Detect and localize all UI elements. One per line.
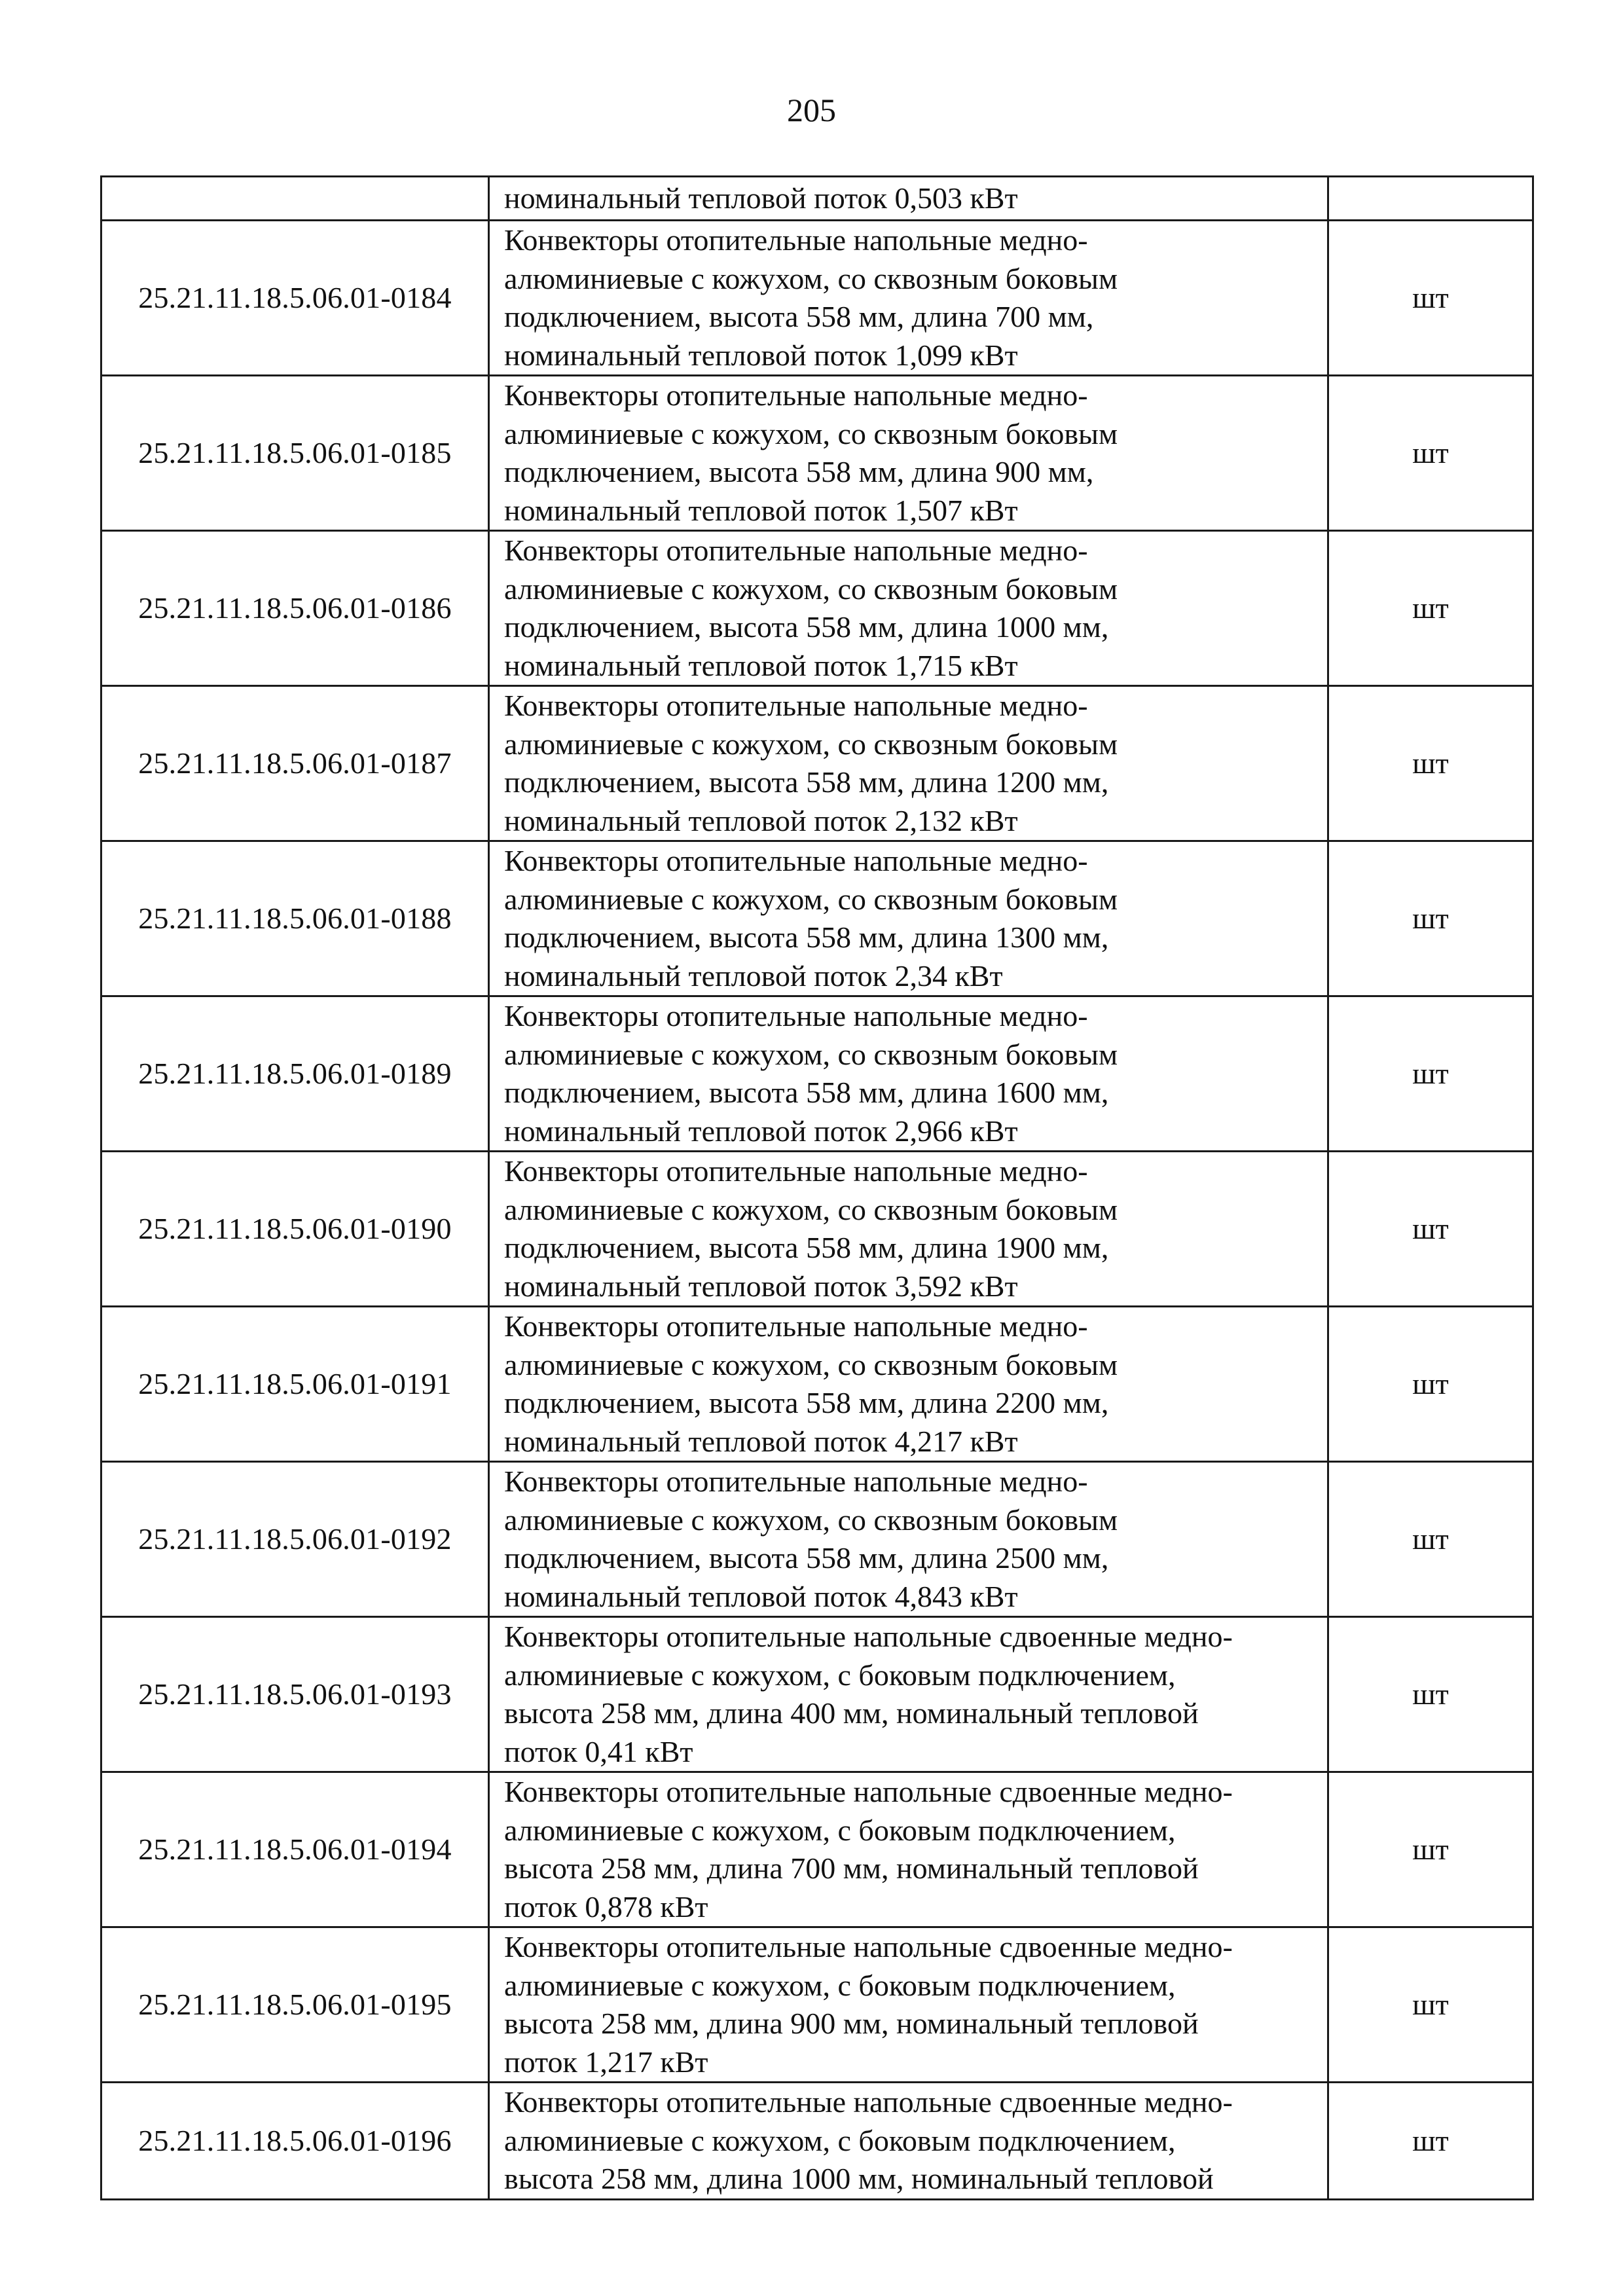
description-line: алюминиевые с кожухом, со сквозным боковым: [504, 1503, 1118, 1537]
description-line: алюминиевые с кожухом, со сквозным боковым: [504, 261, 1118, 295]
description-line: подключением, высота 558 мм, длина 1300 мм,: [504, 920, 1109, 954]
resource-code: 25.21.11.18.5.06.01-0189: [101, 996, 489, 1152]
description-line: Конвекторы отопительные напольные медно-: [504, 1465, 1088, 1498]
description-line: номинальный тепловой поток 2,34 кВт: [504, 958, 1003, 993]
unit-of-measure: шт: [1328, 996, 1533, 1152]
resource-description: [489, 841, 1328, 996]
table-row: [101, 1772, 1533, 1927]
unit-of-measure: шт: [1328, 1927, 1533, 2083]
unit-of-measure: шт: [1328, 531, 1533, 686]
description-line: Конвекторы отопительные напольные сдвоенные медно-: [504, 1620, 1233, 1653]
description-line: Конвекторы отопительные напольные медно-: [504, 999, 1088, 1032]
description-line: номинальный тепловой поток 1,099 кВт: [504, 338, 1018, 372]
description-line: подключением, высота 558 мм, длина 1000 мм,: [504, 610, 1109, 644]
description-line: алюминиевые с кожухом, со сквозным боковым: [504, 882, 1118, 916]
resource-code: 25.21.11.18.5.06.01-0194: [101, 1772, 489, 1927]
description-line: подключением, высота 558 мм, длина 2200 мм,: [504, 1386, 1109, 1419]
resource-description: [489, 177, 1328, 221]
description-line: Конвекторы отопительные напольные медно-: [504, 1154, 1088, 1188]
resource-code: 25.21.11.18.5.06.01-0196: [101, 2083, 489, 2200]
unit-of-measure: шт: [1328, 2083, 1533, 2200]
table-row: [101, 1307, 1533, 1462]
description-line: номинальный тепловой поток 3,592 кВт: [504, 1269, 1018, 1303]
resource-code: 25.21.11.18.5.06.01-0195: [101, 1927, 489, 2083]
description-line: поток 1,217 кВт: [504, 2045, 708, 2079]
resource-code: 25.21.11.18.5.06.01-0185: [101, 376, 489, 531]
description-line: алюминиевые с кожухом, со сквозным боковым: [504, 416, 1118, 450]
resource-code: 25.21.11.18.5.06.01-0186: [101, 531, 489, 686]
unit-of-measure: шт: [1328, 1307, 1533, 1462]
description-line: поток 0,878 кВт: [504, 1889, 708, 1923]
unit-of-measure: шт: [1328, 1152, 1533, 1307]
table-row: [101, 1617, 1533, 1772]
description-line: алюминиевые с кожухом, с боковым подключением,: [504, 1968, 1176, 2002]
resource-description: [489, 1307, 1328, 1462]
resource-table: [100, 175, 1534, 2200]
table-row: [101, 996, 1533, 1152]
description-line: номинальный тепловой поток 2,132 кВт: [504, 803, 1018, 837]
table-row: [101, 376, 1533, 531]
description-line: Конвекторы отопительные напольные медно-: [504, 534, 1088, 567]
description-line: поток 0,41 кВт: [504, 1734, 693, 1768]
table-row-continuation: [101, 177, 1533, 221]
table-row: [101, 686, 1533, 841]
unit-of-measure: шт: [1328, 686, 1533, 841]
description-line: подключением, высота 558 мм, длина 900 мм,: [504, 455, 1094, 488]
description-line: высота 258 мм, длина 1000 мм, номинальный тепловой: [504, 2162, 1214, 2195]
description-line: Конвекторы отопительные напольные медно-: [504, 223, 1088, 257]
resource-description: [489, 686, 1328, 841]
resource-code: 25.21.11.18.5.06.01-0187: [101, 686, 489, 841]
resource-description: [489, 221, 1328, 376]
description-line: номинальный тепловой поток 0,503 кВт: [504, 181, 1018, 215]
table-row: [101, 1927, 1533, 2083]
unit-of-measure: шт: [1328, 221, 1533, 376]
description-line: Конвекторы отопительные напольные сдвоенные медно-: [504, 1775, 1233, 1808]
resource-description: [489, 1152, 1328, 1307]
description-line: Конвекторы отопительные напольные сдвоенные медно-: [504, 2085, 1233, 2119]
table-row: [101, 221, 1533, 376]
description-line: номинальный тепловой поток 2,966 кВт: [504, 1114, 1018, 1148]
description-line: подключением, высота 558 мм, длина 700 мм,: [504, 300, 1094, 333]
resource-code: 25.21.11.18.5.06.01-0192: [101, 1462, 489, 1617]
table-row: [101, 531, 1533, 686]
description-line: алюминиевые с кожухом, со сквозным боковым: [504, 572, 1118, 606]
description-line: алюминиевые с кожухом, с боковым подключением,: [504, 2123, 1176, 2157]
description-line: алюминиевые с кожухом, с боковым подключением,: [504, 1813, 1176, 1847]
description-line: высота 258 мм, длина 400 мм, номинальный тепловой: [504, 1696, 1199, 1730]
description-line: номинальный тепловой поток 1,715 кВт: [504, 648, 1018, 682]
description-line: алюминиевые с кожухом, со сквозным боковым: [504, 1192, 1118, 1226]
resource-code: 25.21.11.18.5.06.01-0184: [101, 221, 489, 376]
resource-description: [489, 996, 1328, 1152]
resource-description: [489, 1462, 1328, 1617]
resource-description: [489, 376, 1328, 531]
unit-of-measure: шт: [1328, 1462, 1533, 1617]
description-line: номинальный тепловой поток 4,843 кВт: [504, 1579, 1018, 1613]
unit-of-measure: шт: [1328, 1617, 1533, 1772]
unit-of-measure: [1328, 177, 1533, 221]
description-line: алюминиевые с кожухом, со сквозным боковым: [504, 1347, 1118, 1381]
unit-of-measure: шт: [1328, 376, 1533, 531]
description-line: номинальный тепловой поток 1,507 кВт: [504, 493, 1018, 527]
table-row: [101, 841, 1533, 996]
description-line: алюминиевые с кожухом, со сквозным боковым: [504, 727, 1118, 761]
page-number: 205: [787, 92, 836, 128]
description-line: Конвекторы отопительные напольные медно-: [504, 378, 1088, 412]
unit-of-measure: шт: [1328, 841, 1533, 996]
resource-code: 25.21.11.18.5.06.01-0191: [101, 1307, 489, 1462]
unit-of-measure: шт: [1328, 1772, 1533, 1927]
description-line: Конвекторы отопительные напольные сдвоенные медно-: [504, 1930, 1233, 1963]
description-line: подключением, высота 558 мм, длина 1600 мм,: [504, 1076, 1109, 1109]
description-line: Конвекторы отопительные напольные медно-: [504, 689, 1088, 722]
description-line: подключением, высота 558 мм, длина 1900 мм,: [504, 1231, 1109, 1264]
resource-description: [489, 1617, 1328, 1772]
resource-code: 25.21.11.18.5.06.01-0190: [101, 1152, 489, 1307]
description-line: алюминиевые с кожухом, со сквозным боковым: [504, 1037, 1118, 1071]
resource-code: 25.21.11.18.5.06.01-0188: [101, 841, 489, 996]
description-line: алюминиевые с кожухом, с боковым подключением,: [504, 1658, 1176, 1692]
table-row: [101, 1462, 1533, 1617]
description-line: высота 258 мм, длина 900 мм, номинальный тепловой: [504, 2007, 1199, 2040]
description-line: Конвекторы отопительные напольные медно-: [504, 1309, 1088, 1343]
resource-description: [489, 1927, 1328, 2083]
resource-code: [101, 177, 489, 221]
table-row: [101, 1152, 1533, 1307]
resource-description: [489, 1772, 1328, 1927]
description-line: высота 258 мм, длина 700 мм, номинальный тепловой: [504, 1851, 1199, 1885]
resource-description: [489, 2083, 1328, 2200]
description-line: Конвекторы отопительные напольные медно-: [504, 844, 1088, 877]
description-line: номинальный тепловой поток 4,217 кВт: [504, 1424, 1018, 1458]
description-line: подключением, высота 558 мм, длина 2500 мм,: [504, 1541, 1109, 1575]
resource-code: 25.21.11.18.5.06.01-0193: [101, 1617, 489, 1772]
table-body: [101, 177, 1533, 2200]
resource-description: [489, 531, 1328, 686]
table-row: [101, 2083, 1533, 2200]
description-line: подключением, высота 558 мм, длина 1200 мм,: [504, 765, 1109, 799]
